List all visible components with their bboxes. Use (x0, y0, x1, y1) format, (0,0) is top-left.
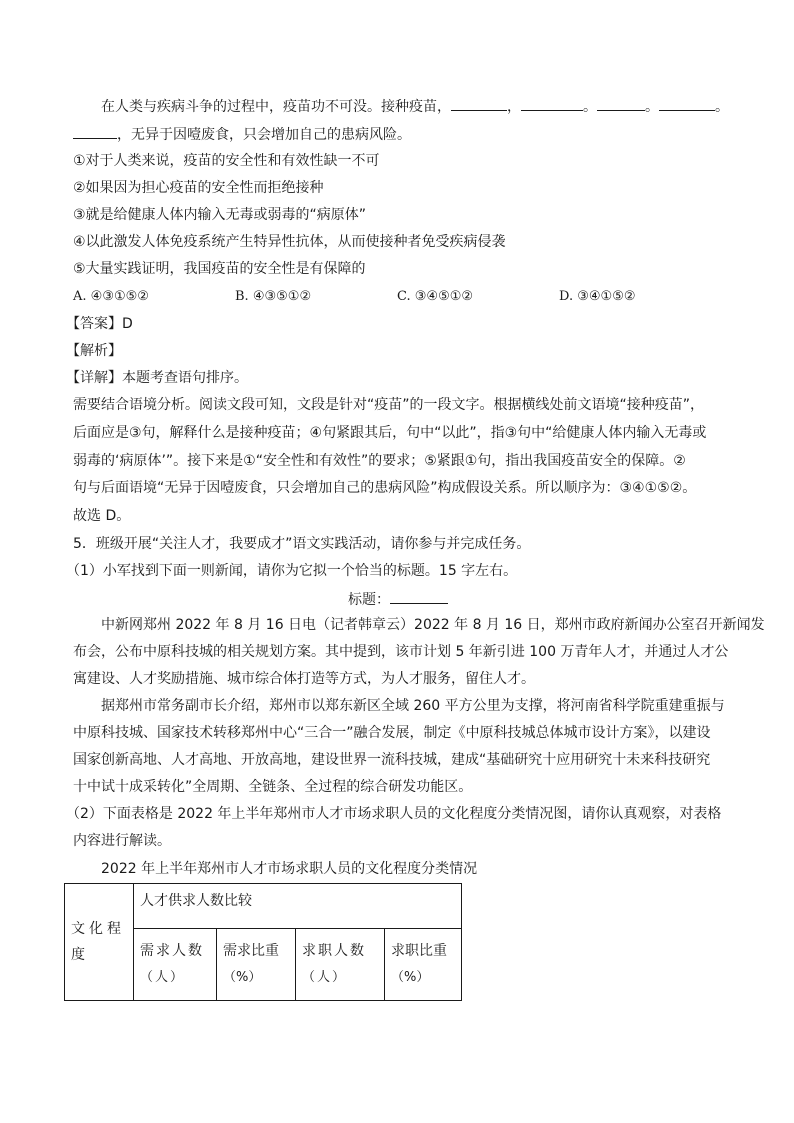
q4-option-c[interactable] (397, 288, 473, 306)
q4-analysis-tag: 【解析】 (66, 343, 122, 359)
q4-sentence-1: ①对于人类来说，疫苗的安全性和有效性缺一不可 (73, 153, 380, 169)
q4-blank-2[interactable] (521, 96, 583, 111)
q4-sep-3: 。 (645, 99, 659, 115)
news-line: 中原科技城、国家技术转移郑州中心“三合一”融合发展，制定《中原科技城总体城市设计方案》，以建设 (73, 725, 711, 741)
q5-title-line (73, 589, 723, 609)
q4-option-b[interactable] (235, 288, 311, 306)
option-text: ④③⑤①② (252, 289, 312, 304)
title-label: 标题： (348, 592, 390, 608)
q4-detail-line: 需要结合语境分析。阅读文段可知，文段是针对“疫苗”的一段文字。根据横线处前文语境“接种疫苗”， (73, 397, 705, 413)
news-line: 据郑州市常务副市长介绍，郑州市以郑东新区全域 260 平方公里为支撑，将河南省科学院重建重振与 (101, 698, 725, 714)
col-header-cell (385, 929, 462, 1001)
option-label: C. (397, 289, 411, 304)
detail-line1: 本题考查语句排序。 (122, 370, 248, 386)
q4-detail-line: 句与后面语境“无异于因噎废食，只会增加自己的患病风险”构成假设关系。所以顺序为：③④①⑤②。 (73, 480, 697, 496)
col-unit: （人） (140, 970, 186, 985)
q5-part2-line: 内容进行解读。 (73, 833, 171, 849)
q4-stem-line2 (73, 124, 733, 144)
news-line: 中新网郑州 2022 年 8 月 16 日电（记者韩章云）2022 年 8 月 16 日，郑州市政府新闻办公室召开新闻发 (101, 617, 765, 633)
col-name: 求职比重 (391, 943, 447, 959)
q4-blank-1[interactable] (451, 96, 507, 111)
answer-tag: 【答案】 (66, 316, 122, 332)
table-caption: 2022 年上半年郑州市人才市场求职人员的文化程度分类情况 (101, 861, 478, 877)
option-text: ③④①⑤② (577, 289, 636, 304)
q4-stem-suffix: ，无异于因噎废食，只会增加自己的患病风险。 (117, 127, 411, 143)
col-name: 求职人数 (302, 943, 366, 959)
col-name: 需求比重 (223, 943, 279, 959)
education-table (64, 883, 462, 1001)
q4-detail-line: 弱毒的‘病原体’”。接下来是①“安全性和有效性”的要求；⑤紧跟①句，指出我国疫苗安全的保障。② (73, 453, 686, 469)
row-header-cell (65, 884, 134, 1001)
news-line: 寓建设、人才奖励措施、城市综合体打造等方式，为人才服务，留住人才。 (73, 671, 535, 687)
q4-blank-4[interactable] (659, 96, 715, 111)
q4-sep-1: ， (507, 99, 521, 115)
q4-stem-prefix: 在人类与疾病斗争的过程中，疫苗功不可没。接种疫苗， (101, 99, 451, 115)
option-text: ③④⑤①② (414, 289, 474, 304)
q5-heading: 5．班级开展“关注人才，我要成才”语文实践活动，请你参与并完成任务。 (73, 536, 531, 552)
col-name: 需求人数 (140, 943, 204, 959)
q4-sep-2: 。 (583, 99, 597, 115)
news-line: 布会，公布中原科技城的相关规划方案。其中提到，该市计划 5 年新引进 100 万青年人才，并通过人才公 (73, 644, 729, 660)
q4-sentence-4: ④以此激发人体免疫系统产生特异性抗体，从而使接种者免受疾病侵袭 (73, 234, 506, 250)
news-line: 国家创新高地、人才高地、开放高地，建设世界一流科技城，建成“基础研究十应用研究十未来科技研究 (73, 752, 711, 768)
q5-part1: （1）小军找到下面一则新闻，请你为它拟一个恰当的标题。15 字左右。 (66, 563, 518, 579)
q4-sep-4: 。 (715, 99, 729, 115)
option-label: A. (73, 289, 87, 304)
option-label: D. (559, 289, 574, 304)
q4-blank-5[interactable] (73, 124, 117, 139)
q4-sentence-5: ⑤大量实践证明，我国疫苗的安全性是有保障的 (73, 261, 366, 277)
q4-sentence-3: ③就是给健康人体内输入无毒或弱毒的“病原体” (73, 207, 367, 223)
q4-detail-line: 故选 D。 (73, 508, 131, 524)
q4-answer (66, 315, 726, 333)
option-label: B. (235, 289, 249, 304)
group-header: 人才供求人数比较 (140, 893, 252, 909)
col-header-cell (134, 929, 217, 1001)
col-header-cell (217, 929, 296, 1001)
q4-detail-line: 后面应是③句，解释什么是接种疫苗；④句紧跟其后，句中“以此”，指③句中“给健康人体内输入无毒或 (73, 425, 707, 441)
title-blank[interactable] (390, 589, 448, 604)
q4-detail (66, 369, 726, 387)
col-unit: （%） (223, 970, 262, 985)
q4-stem-line1 (101, 96, 761, 116)
q4-option-d[interactable] (559, 288, 636, 306)
option-text: ④③①⑤② (90, 289, 149, 304)
q4-option-a[interactable] (73, 288, 149, 306)
news-line: 十中试十成采转化”全周期、全链条、全过程的综合研发功能区。 (73, 779, 473, 795)
q4-blank-3[interactable] (597, 96, 645, 111)
col-unit: （%） (391, 970, 430, 985)
col-unit: （人） (302, 970, 348, 985)
q5-part2-line: （2）下面表格是 2022 年上半年郑州市人才市场求职人员的文化程度分类情况图，请你认真观察，对表格 (66, 806, 722, 822)
q4-sentence-2: ②如果因为担心疫苗的安全性而拒绝接种 (73, 180, 324, 196)
detail-tag: 【详解】 (66, 370, 122, 386)
answer-value: D (122, 316, 133, 332)
group-header-cell (134, 884, 462, 929)
row-header: 文化程度 (71, 921, 125, 963)
col-header-cell (296, 929, 385, 1001)
